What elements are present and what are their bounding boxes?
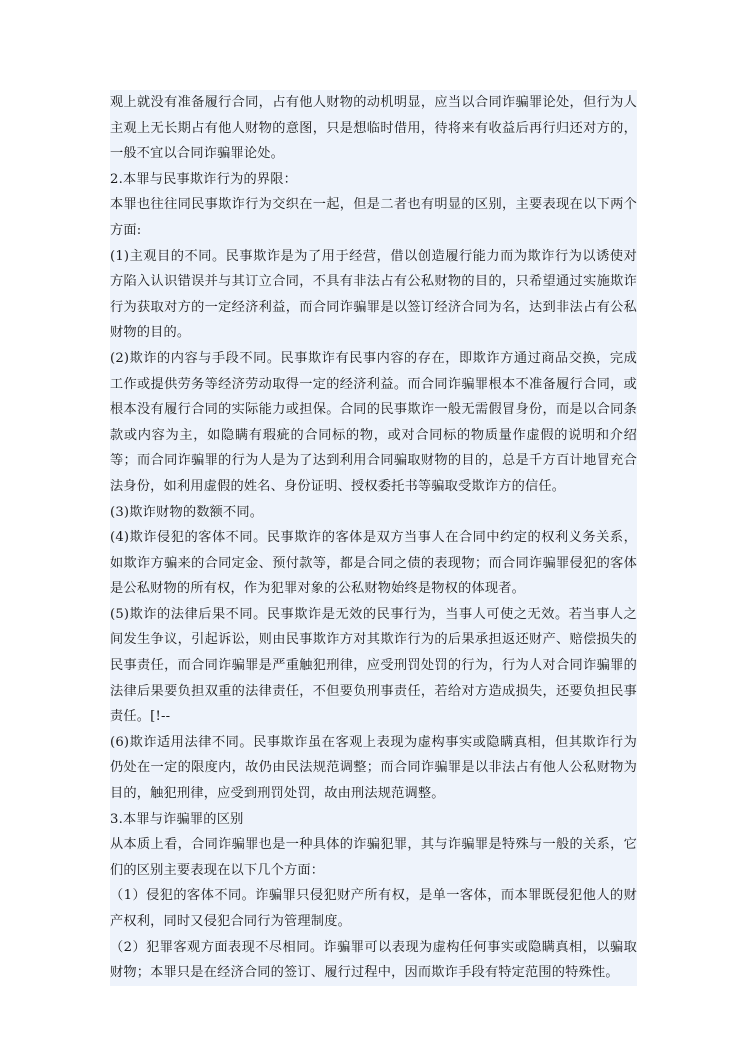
paragraph-point-4: (4)欺诈侵犯的客体不同。民事欺诈的客体是双方当事人在合同中约定的权利义务关系，如欺诈方骗来的合同定金、预付款等，都是合同之债的表现物；而合同诈骗罪侵犯的客体是公私财物的所有权，作为犯罪对象的公私财物始终是物权的体现者。 xyxy=(110,530,637,597)
paragraph-point-2: (2)欺诈的内容与手段不同。民事欺诈有民事内容的存在，即欺诈方通过商品交换，完成工作或提供劳务等经济劳动取得一定的经济利益。而合同诈骗罪根本不准备履行合同，或根本没有履行合同的实际能力或担保。合同的民事欺诈一般无需假冒身份，而是以合同条款或内容为主，如隐瞒有瑕疵的合同标的物，或对合同标的物质量作虚假的说明和介绍等；而合同诈骗罪的行为人是为了达到利用合同骗取财物的目的，总是千方百计地冒充合法身份，如利用虚假的姓名、身份证明、授权委托书等骗取受欺诈方的信任。 xyxy=(110,350,637,494)
paragraph-point-6: (6)欺诈适用法律不同。民事欺诈虽在客观上表现为虚构事实或隐瞒真相，但其欺诈行为仍处在一定的限度内，故仍由民法规范调整；而合同诈骗罪是以非法占有他人公私财物为目的，触犯刑律，应受到刑罚处罚，故由刑法规范调整。 xyxy=(110,734,637,802)
paragraph-fraud-point-2: （2）犯罪客观方面表现不尽相同。诈骗罪可以表现为虚构任何事实或隐瞒真相，以骗取财物；本罪只是在经济合同的签订、履行过程中，因而欺诈手段有特定范围的特殊性。 xyxy=(110,939,637,981)
section-heading-civil-fraud-boundary: 2.本罪与民事欺诈行为的界限： xyxy=(110,171,298,187)
paragraph-point-1: (1)主观目的不同。民事欺诈是为了用于经营，借以创造履行能力而为欺诈行为以诱使对方陷入认识错误并与其订立合同，不具有非法占有公私财物的目的，只希望通过实施欺诈行为获取对方的一定经济利益，而合同诈骗罪是以签订经济合同为名，达到非法占有公私财物的目的。 xyxy=(110,248,637,341)
paragraph-point-5: (5)欺诈的法律后果不同。民事欺诈是无效的民事行为，当事人可使之无效。若当事人之间发生争议，引起诉讼，则由民事欺诈方对其欺诈行为的后果承担返还财产、赔偿损失的民事责任，而合同诈骗罪是严重触犯刑律，应受刑罚处罚的行为，行为人对合同诈骗罪的法律后果要负担双重的法律责任，不但要负刑事责任，若给对方造成损失，还要负担民事责任。[!-- xyxy=(110,606,637,725)
paragraph-fraud-overview: 从本质上看，合同诈骗罪也是一种具体的诈骗犯罪，其与诈骗罪是特殊与一般的关系，它们的区别主要表现在以下几个方面： xyxy=(110,837,637,878)
section-heading-fraud-distinction: 3.本罪与诈骗罪的区别 xyxy=(110,811,244,827)
paragraph-point-3: (3)欺诈财物的数额不同。 xyxy=(110,504,264,520)
document-body xyxy=(110,90,637,986)
paragraph-fraud-point-1: （1）侵犯的客体不同。诈骗罪只侵犯财产所有权，是单一客体，而本罪既侵犯他人的财产权利，同时又侵犯合同行为管理制度。 xyxy=(110,888,637,929)
paragraph-intro-continuation: 观上就没有准备履行合同，占有他人财物的动机明显，应当以合同诈骗罪论处，但行为人主观上无长期占有他人财物的意图，只是想临时借用，待将来有收益后再行归还对方的，一般不宜以合同诈骗罪论处。 xyxy=(110,95,637,162)
paragraph-civil-fraud-overview: 本罪也往往同民事欺诈行为交织在一起，但是二者也有明显的区别，主要表现在以下两个方面: xyxy=(110,197,637,238)
